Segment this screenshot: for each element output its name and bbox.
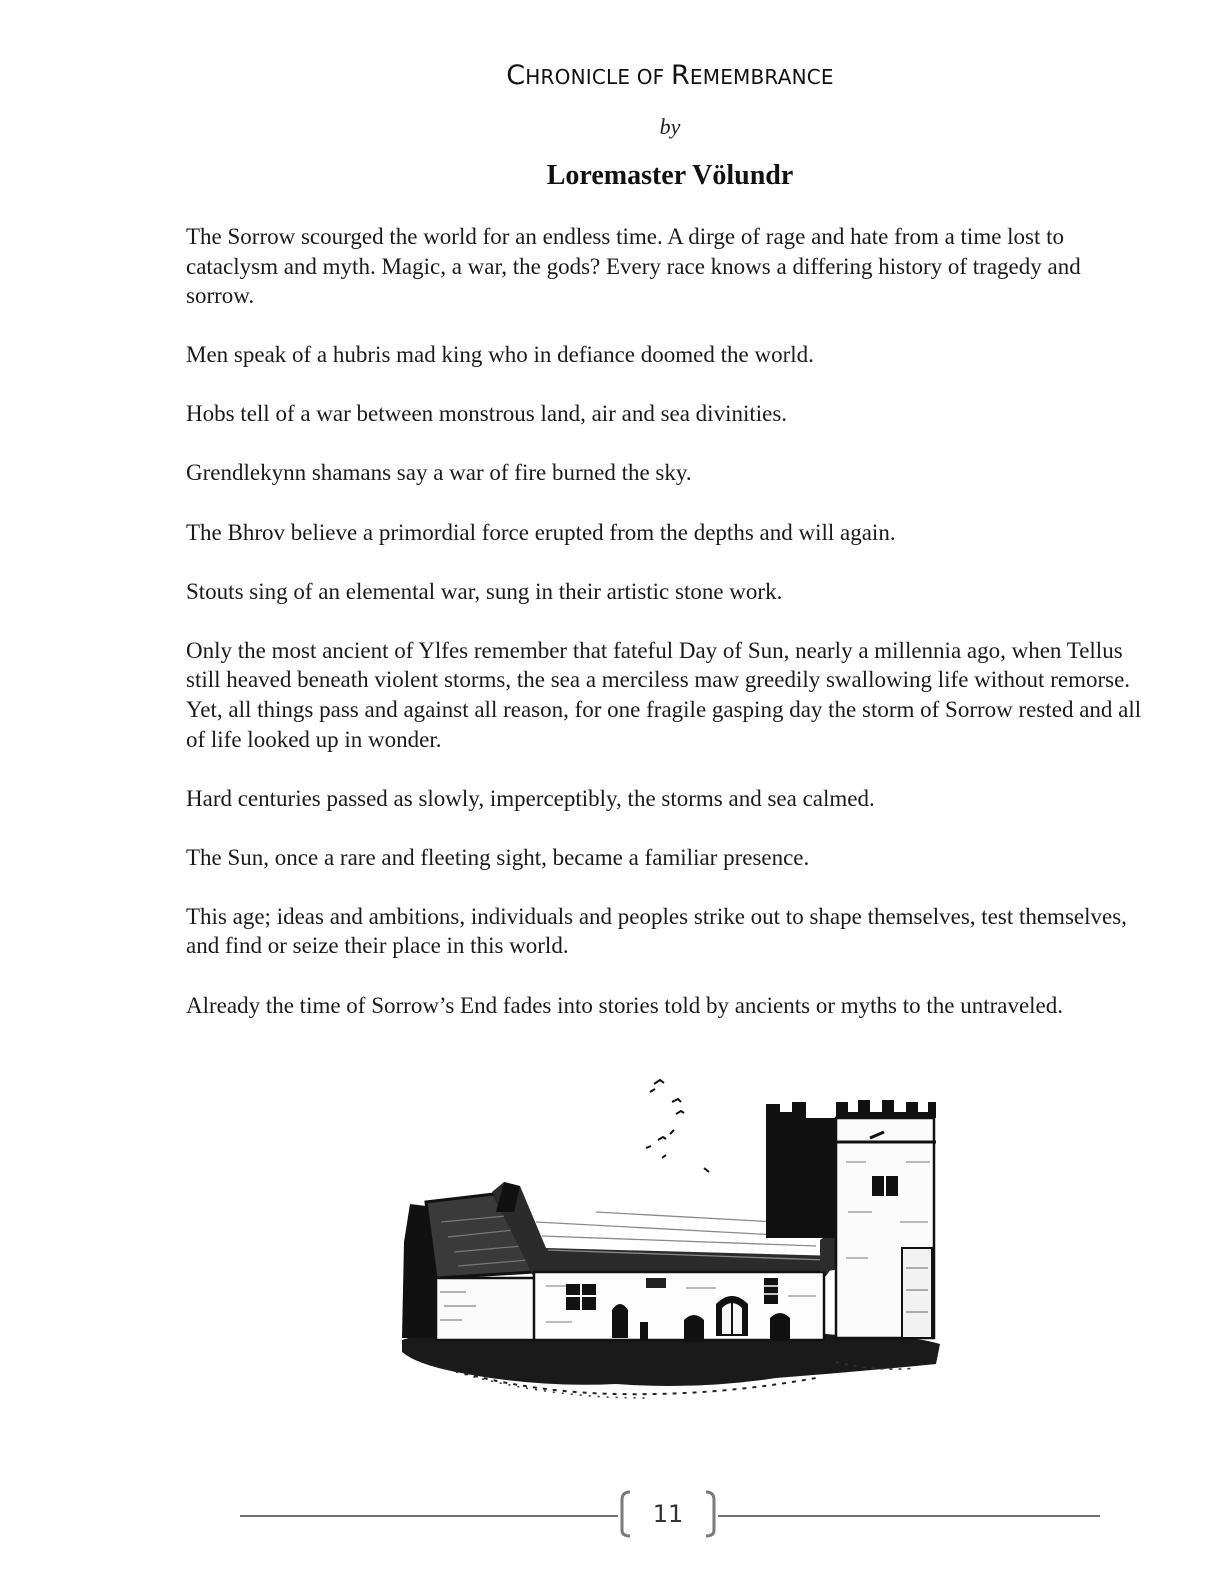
right-bracket-icon (704, 1490, 718, 1538)
paragraph: The Bhrov believe a primordial force erupted from the depths and will again. (186, 519, 896, 545)
paragraph: The Sorrow scourged the world for an endless time. A dirge of rage and hate from a time lost to cataclysm and myth. Magic, a war, the gods? Every race knows a differing history of tragedy and sorrow. (186, 224, 1081, 309)
footer-rule-left (240, 1515, 618, 1517)
paragraph: Hard centuries passed as slowly, imperceptibly, the storms and sea calmed. (186, 785, 875, 811)
paragraph: The Sun, once a rare and fleeting sight, became a familiar presence. (186, 844, 810, 870)
body-text (186, 222, 1146, 1050)
church-illustration (396, 1072, 944, 1402)
paragraph: Only the most ancient of Ylfes remember that fateful Day of Sun, nearly a millennia ago, when Tellus still heaved beneath violent storms, the sea a merciless maw greedily swallowing life without remorse. Yet, all things pass and against all reason, for one fragile gasping day the storm of Sorrow rested and all of life looked up in wonder. (186, 637, 1142, 752)
page-number: 11 (652, 1500, 684, 1528)
left-bracket-icon (618, 1490, 632, 1538)
footer-rule-right (718, 1515, 1100, 1517)
title-initial-r: R (670, 60, 690, 91)
title-small-caps-2: EMEMBRANCE (689, 65, 834, 89)
title-initial-c: C (506, 60, 526, 91)
paragraph: Grendlekynn shamans say a war of fire burned the sky. (186, 460, 692, 486)
title-small-caps-1: HRONICLE OF (525, 65, 671, 89)
paragraph: This age; ideas and ambitions, individuals and peoples strike out to shape themselves, test themselves, and find or seize their place in this world. (186, 903, 1127, 959)
author-name: Loremaster Völundr (546, 160, 794, 191)
paragraph: Hobs tell of a war between monstrous land, air and sea divinities. (186, 401, 788, 427)
birds-icon (646, 1080, 709, 1172)
chapter-title (0, 60, 1224, 91)
paragraph: Already the time of Sorrow’s End fades into stories told by ancients or myths to the untraveled. (186, 992, 1064, 1018)
paragraph: Stouts sing of an elemental war, sung in their artistic stone work. (186, 578, 783, 604)
paragraph: Men speak of a hubris mad king who in defiance doomed the world. (186, 342, 814, 368)
byline: by (659, 114, 681, 139)
